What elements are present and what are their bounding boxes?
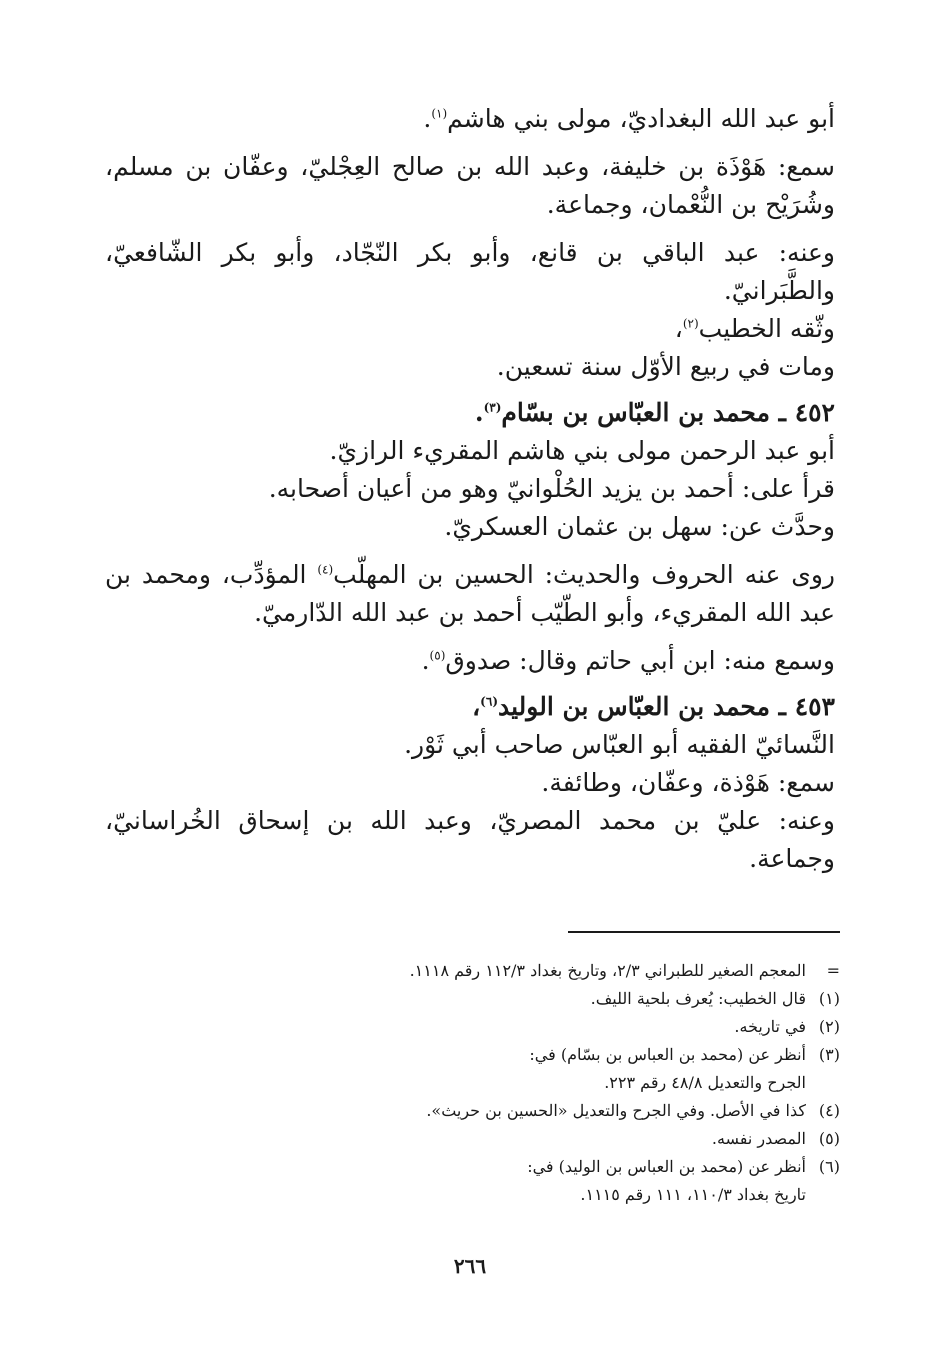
footnote-number: (٣) — [818, 1045, 840, 1064]
footnote-number: (٥) — [818, 1129, 840, 1148]
text-line: أبو عبد الرحمن مولى بني هاشم المقريء الرازيّ. — [329, 436, 835, 465]
entry-heading: ٤٥٣ ـ محمد بن العبّاس بن الوليد$^{(٦)}$، — [472, 692, 835, 721]
footnote-ref: (١) — [431, 106, 448, 121]
text-line: سمع: هَوْذة، وعفّان، وطائفة. — [541, 768, 835, 797]
footnote: (٤) كذا في الأصل. وفي الجرح والتعديل «الحسين بن حريث». — [120, 1097, 840, 1125]
text-line: قرأ على: أحمد بن يزيد الحُلْوانيّ وهو من أعيان أصحابه. — [268, 474, 835, 503]
footnote-ref: (٦) — [480, 694, 498, 709]
footnote-ref: (٤) — [317, 562, 334, 577]
footnote-ref: (٣) — [483, 400, 502, 415]
footnote-number: (٦) — [818, 1157, 840, 1176]
main-text — [105, 100, 835, 878]
text-line: النَّسائيّ الفقيه أبو العبّاس صاحب أبي ثَوْر. — [404, 730, 835, 759]
footnote: (٦) أنظر عن (محمد بن العباس بن الوليد) في: تاريخ بغداد ١١٠/٣، ١١١ رقم ١١١٥. — [120, 1153, 840, 1209]
text-line: ومات في ربيع الأوّل سنة تسعين. — [496, 352, 835, 381]
text-line: وثّقه الخطيب$^{(٢)}$، — [674, 314, 835, 343]
text-line: سمع: هَوْذَة بن خليفة، وعبد الله بن صالح العِجْليّ، وعفّان بن مسلم، وشُرَيْح بن النُّعْمان، وجماعة. — [105, 152, 835, 219]
footnote: (٣) أنظر عن (محمد بن العباس بن بسّام) في: الجرح والتعديل ٤٨/٨ رقم ٢٢٣. — [120, 1041, 840, 1097]
text-line: وعنه: عليّ بن محمد المصريّ، وعبد الله بن إسحاق الخُراسانيّ، وجماعة. — [105, 806, 835, 873]
footnote-ref: (٢) — [682, 316, 699, 331]
text-line: وسمع منه: ابن أبي حاتم وقال: صدوق$^{(٥)}$. — [421, 646, 835, 675]
footnote: = المعجم الصغير للطبراني ٢/٣، وتاريخ بغداد ١١٢/٣ رقم ١١١٨. — [120, 957, 840, 985]
text-line: وعنه: عبد الباقي بن قانع، وأبو بكر النّجّاد، وأبو بكر الشّافعيّ، والطَّبَرانيّ. — [105, 238, 835, 305]
entry-heading: ٤٥٢ ـ محمد بن العبّاس بن بسّام$^{(٣)}$. — [474, 398, 835, 427]
text-line: وحدَّث عن: سهل بن عثمان العسكريّ. — [444, 512, 835, 541]
footnote-number: = — [826, 961, 840, 980]
footnote-ref: (٥) — [429, 648, 446, 663]
text-line: أبو عبد الله البغداديّ، مولى بني هاشم$^{(١)}$. — [423, 104, 835, 133]
footnote-number: (١) — [818, 989, 840, 1008]
page-number: ٢٦٦ — [453, 1254, 487, 1278]
footnote: (٥) المصدر نفسه. — [120, 1125, 840, 1153]
footnote: (١) قال الخطيب: يُعرف بلحية الليف. — [120, 985, 840, 1013]
footnote-number: (٢) — [818, 1017, 840, 1036]
footnote: (٢) في تاريخه. — [120, 1013, 840, 1041]
text-line: روى عنه الحروف والحديث: الحسين بن المهلّب$^{(٤)}$ المؤدِّب، ومحمد بن عبد الله المقريء، وأبو الطّيّب أحمد بن عبد الله الدّارميّ. — [105, 560, 835, 627]
footnotes — [120, 957, 840, 1209]
footnote-divider — [568, 931, 840, 933]
footnote-number: (٤) — [818, 1101, 840, 1120]
